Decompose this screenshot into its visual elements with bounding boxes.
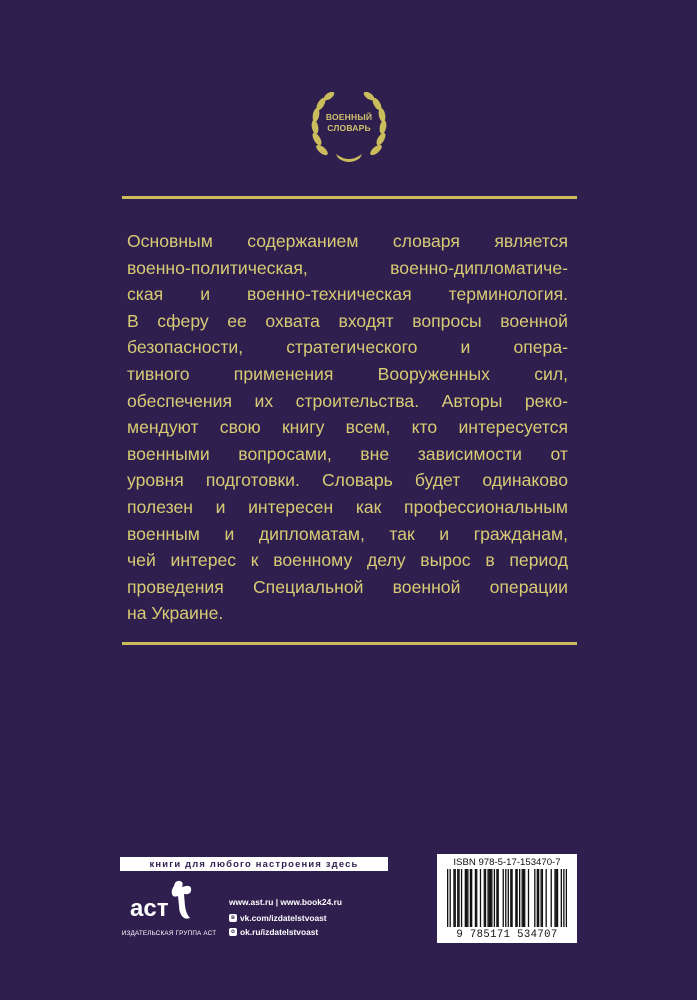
barcode-bar — [487, 869, 488, 927]
barcode-bar — [498, 869, 499, 927]
barcode-bar — [528, 869, 529, 927]
top-divider — [122, 196, 577, 199]
barcode-bar — [554, 869, 555, 927]
barcode-bar — [519, 869, 520, 927]
barcode-bar — [540, 869, 541, 927]
barcode-bar — [470, 869, 471, 927]
barcode-icon — [447, 869, 567, 929]
annotation-text — [127, 228, 568, 627]
barcode-bar — [447, 869, 448, 927]
barcode-bar — [561, 869, 562, 927]
emblem-line-1: ВОЕННЫЙ — [325, 112, 373, 122]
annotation-line: военно-политическая, военно-дипломатиче- — [127, 257, 568, 278]
barcode-bar — [484, 869, 485, 927]
annotation-line: чей интерес к военному делу вырос в период — [127, 550, 568, 571]
barcode-bar — [566, 869, 567, 927]
ast-logo — [128, 880, 204, 926]
annotation-line: на Украине. — [127, 603, 224, 624]
barcode-bar — [458, 869, 459, 927]
barcode-bar — [485, 869, 486, 927]
barcode-bar — [457, 869, 458, 927]
publisher-name: ИЗДАТЕЛЬСКАЯ ГРУППА АСТ — [121, 930, 217, 937]
barcode-bar — [480, 869, 481, 927]
ok-link[interactable]: ok.ru/izdatelstvoast — [240, 927, 319, 937]
annotation-line: военными вопросами, вне зависимости от — [127, 443, 568, 464]
annotation-line: военным и дипломатам, так и гражданам, — [127, 523, 568, 544]
barcode-bar — [538, 869, 539, 927]
annotation-line: мендуют свою книгу всем, кто интересуется — [127, 417, 568, 438]
contact-links — [229, 895, 342, 939]
annotation-line: полезен и интересен как профессиональным — [127, 496, 568, 517]
barcode-bar — [475, 869, 476, 927]
barcode-bar — [461, 869, 462, 927]
annotation-line: ская и военно-техническая терминология. — [127, 284, 568, 305]
vk-row — [229, 911, 342, 925]
barcode-bar — [557, 869, 558, 927]
annotation-line: безопасности, стратегического и опера- — [127, 337, 568, 358]
ok-icon: о — [229, 928, 237, 936]
barcode-bar — [466, 869, 467, 927]
isbn-number: ISBN 978-5-17-153470-7 — [453, 857, 561, 868]
websites-link[interactable]: www.ast.ru | www.book24.ru — [229, 897, 342, 907]
annotation-line: тивного применения Вооруженных сил, — [127, 363, 568, 384]
barcode-bar — [455, 869, 456, 927]
annotation-line: В сферу ее охвата входят вопросы военной — [127, 310, 568, 331]
ast-logo-text: аст — [130, 895, 169, 922]
barcode-bar — [556, 869, 557, 927]
barcode-bar — [467, 869, 468, 927]
barcode-bar — [489, 869, 490, 927]
barcode-bar — [496, 869, 497, 927]
annotation-line: обеспечения их строительства. Авторы реко- — [127, 390, 568, 411]
ast-logo-icon — [128, 880, 204, 926]
barcode-bar — [471, 869, 472, 927]
barcode-bar — [523, 869, 524, 927]
barcode-bar — [534, 869, 535, 927]
annotation-line: Основным содержанием словаря является — [127, 231, 568, 251]
barcode-bar — [511, 869, 512, 927]
emblem — [308, 92, 390, 166]
tagline-banner: книги для любого настроения здесь — [120, 857, 388, 871]
barcode-bar — [515, 869, 516, 927]
annotation-line: проведения Специальной военной операции — [127, 576, 568, 597]
barcode-bar — [522, 869, 523, 927]
websites-row — [229, 895, 342, 909]
barcode-bar — [450, 869, 451, 927]
barcode-bar — [516, 869, 517, 927]
barcode-bar — [494, 869, 495, 927]
vk-icon: в — [229, 914, 237, 922]
barcode-bar — [465, 869, 466, 927]
barcode-bar — [563, 869, 564, 927]
annotation-line: уровня подготовки. Словарь будет одинаково — [127, 470, 568, 491]
barcode-bar — [490, 869, 491, 927]
barcode-bar — [510, 869, 511, 927]
bottom-divider — [122, 642, 577, 645]
vk-link[interactable]: vk.com/izdatelstvoast — [240, 913, 327, 923]
barcode-bar — [537, 869, 538, 927]
barcode-bar — [551, 869, 552, 927]
emblem-line-2: СЛОВАРЬ — [327, 123, 371, 133]
barcode-panel — [437, 854, 577, 943]
barcode-bar — [476, 869, 477, 927]
barcode-bar — [491, 869, 492, 927]
barcode-bar — [508, 869, 509, 927]
barcode-digits: 9 785171 534707 — [456, 929, 558, 941]
barcode-bar — [503, 869, 504, 927]
barcode-bar — [505, 869, 506, 927]
barcode-bar — [546, 869, 547, 927]
barcode-bar — [524, 869, 525, 927]
barcode-bar — [542, 869, 543, 927]
ok-row — [229, 925, 342, 939]
barcode-bar — [453, 869, 454, 927]
